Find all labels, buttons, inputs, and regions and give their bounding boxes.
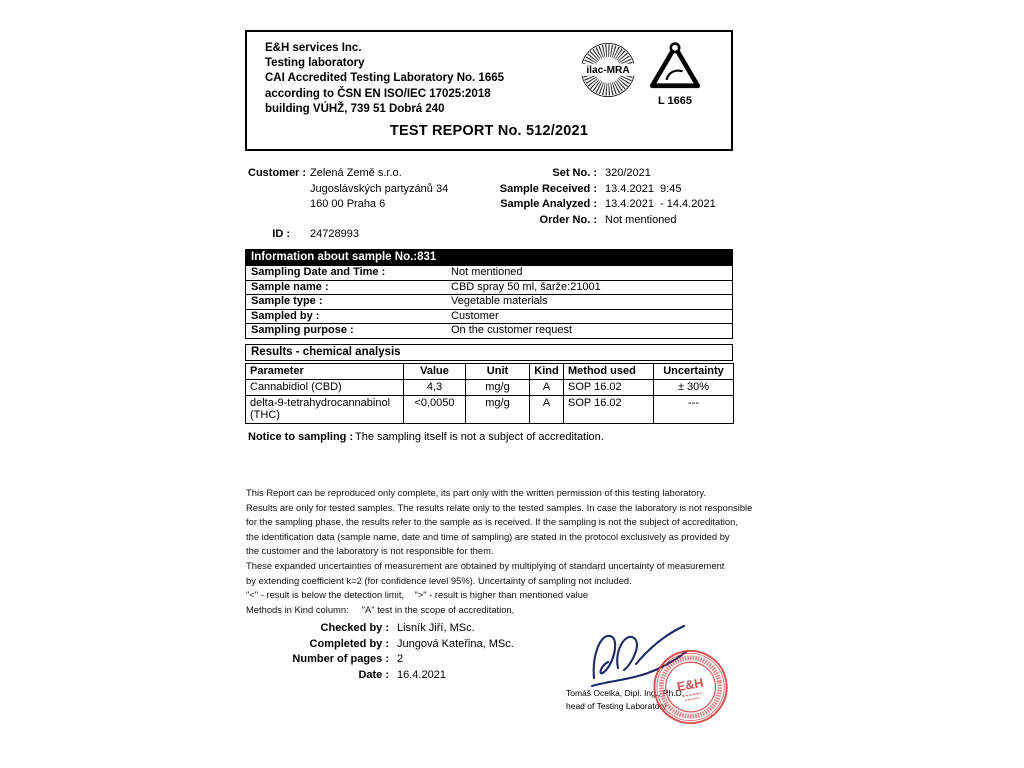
legal-line: These expanded uncertainties of measurement are obtained by multiplying of standard uncertainty of measurement — [246, 559, 725, 571]
cell-parameter: Cannabidiol (CBD) — [246, 380, 404, 396]
company-line: CAI Accredited Testing Laboratory No. 1665 — [265, 72, 505, 85]
meta-row — [455, 182, 716, 198]
meta-row — [455, 197, 716, 213]
customer-id-row — [248, 227, 448, 243]
customer-address-line: Jugoslávských partyzánů 34 — [310, 182, 449, 195]
field-label: Sample name : — [251, 280, 329, 293]
sample-info-row — [246, 309, 732, 324]
signoff-row — [253, 668, 514, 684]
field-value: Customer — [451, 309, 499, 322]
cai-accreditation-logo — [647, 41, 703, 107]
legal-line: for the sampling phase, the results refer to the sample as is received. If the sampling is not the subject of accreditation, — [246, 516, 738, 528]
legal-line: Methods in Kind column: "A" test in the scope of accreditation, — [246, 603, 515, 615]
cell-method: SOP 16.02 — [564, 396, 654, 424]
field-value: On the customer request — [451, 324, 573, 336]
field-label: Sample type : — [251, 295, 323, 307]
customer-id-value: 24728993 — [310, 227, 359, 240]
report-header — [245, 30, 733, 151]
field-value: Jungová Kateřina, MSc. — [397, 637, 514, 650]
field-value: 13.4.2021 9:45 — [605, 182, 682, 195]
logo-group — [579, 41, 715, 117]
notice-text: The sampling itself is not a subject of accreditation. — [355, 431, 604, 443]
results-header-row — [246, 364, 734, 380]
signoff-row — [253, 621, 514, 637]
cell-uncertainty: --- — [654, 396, 734, 424]
company-name: E&H services Inc. — [265, 42, 362, 54]
signoff-row — [253, 637, 514, 653]
cai-triangle-logo-icon — [648, 77, 702, 94]
company-line: Testing laboratory — [265, 57, 365, 70]
company-line: building VÚHŽ, 739 51 Dobrá 240 — [265, 102, 445, 115]
legal-line: "<" - result is below the detection limit, ">" - result is higher than mentioned value — [246, 589, 589, 601]
field-label: Sampling purpose : — [251, 324, 354, 336]
field-label: Sampling Date and Time : — [251, 266, 386, 278]
ilac-mra-label: ilac-MRA — [586, 64, 630, 76]
notice-label: Notice to sampling : — [248, 431, 354, 443]
column-header: Uncertainty — [654, 364, 734, 380]
company-line: according to ČSN EN ISO/IEC 17025:2018 — [265, 87, 491, 100]
field-label: Number of pages : — [292, 653, 389, 665]
spacer — [248, 197, 310, 213]
field-value: 320/2021 — [605, 167, 651, 179]
legal-line: by extending coefficient k=2 (for confidence level 95%). Uncertainty of sampling not included. — [246, 574, 632, 586]
ilac-mra-logo-icon — [579, 41, 637, 104]
field-value: Lisník Jiří, MSc. — [397, 622, 475, 634]
field-label: Completed by : — [309, 637, 389, 650]
field-value: 2 — [397, 653, 404, 665]
cell-method: SOP 16.02 — [564, 380, 654, 396]
cell-unit: mg/g — [466, 396, 530, 424]
column-header: Parameter — [246, 364, 404, 380]
field-value: Not mentioned — [605, 213, 677, 226]
eh-round-stamp-icon — [645, 642, 736, 737]
sample-info-row — [246, 265, 732, 280]
customer-id-label: ID : — [272, 227, 290, 240]
header-top — [265, 41, 715, 117]
field-label: Sample Analyzed : — [500, 198, 597, 210]
table-row — [246, 396, 734, 424]
field-value: 13.4.2021 - 14.4.2021 — [605, 198, 716, 210]
column-header: Value — [404, 364, 466, 380]
customer-label: Customer : — [248, 167, 307, 179]
field-label: Sampled by : — [251, 309, 320, 322]
field-label: Checked by : — [320, 622, 389, 634]
signoff-block — [253, 621, 514, 683]
cell-uncertainty: ± 30% — [654, 380, 734, 396]
field-label: Set No. : — [552, 167, 597, 179]
laboratory-info — [265, 41, 504, 117]
report-meta-block — [455, 166, 716, 228]
sample-info-row — [246, 294, 732, 309]
customer-address-line: 160 00 Praha 6 — [310, 198, 386, 210]
report-title: TEST REPORT No. 512/2021 — [389, 123, 589, 139]
meta-row — [455, 166, 716, 182]
cell-value: 4,3 — [404, 380, 466, 396]
signoff-row — [253, 652, 514, 668]
signatory-name: Tomáš Ocelka, Dipl. Ing., Ph.D. — [566, 688, 685, 698]
customer-row — [248, 197, 448, 213]
results-section — [245, 344, 733, 424]
cell-unit: mg/g — [466, 380, 530, 396]
table-row — [246, 380, 734, 396]
cell-kind: A — [530, 396, 564, 424]
field-value: CBD spray 50 ml, šarže:21001 — [451, 280, 601, 293]
legal-line: Results are only for tested samples. The results relate only to the tested samples. In case the laboratory is not responsible — [246, 501, 753, 513]
column-header: Unit — [466, 364, 530, 380]
field-value: Vegetable materials — [451, 295, 548, 307]
sample-info-title: Information about sample No.:831 — [246, 250, 732, 265]
spacer — [248, 182, 310, 198]
cell-value: <0,0050 — [404, 396, 466, 424]
customer-row — [248, 182, 448, 198]
sample-info-row — [246, 323, 732, 338]
field-value: Not mentioned — [451, 266, 523, 278]
sample-info-table — [245, 249, 733, 339]
column-header: Kind — [530, 364, 564, 380]
customer-block — [248, 166, 448, 242]
cell-parameter: delta-9-tetrahydrocannabinol (THC) — [246, 396, 404, 424]
signatory-title: head of Testing Laboratory — [566, 701, 667, 711]
customer-row — [248, 166, 448, 182]
results-table — [245, 363, 734, 424]
legal-disclaimer — [246, 486, 752, 617]
field-value: 16.4.2021 — [397, 668, 446, 681]
meta-row — [455, 213, 716, 229]
stamp-label: E&H — [675, 675, 705, 695]
customer-name: Zelená Země s.r.o. — [310, 167, 402, 179]
results-title: Results - chemical analysis — [245, 344, 733, 361]
cell-kind: A — [530, 380, 564, 396]
sample-info-row — [246, 280, 732, 295]
field-label: Sample Received : — [499, 182, 597, 195]
column-header: Method used — [564, 364, 654, 380]
sampling-notice — [248, 431, 604, 443]
legal-line: This Report can be reproduced only complete, its part only with the written permission of this testing laboratory. — [246, 487, 706, 498]
legal-line: the customer and the laboratory is not responsible for them. — [246, 545, 494, 557]
accreditation-number: L 1665 — [657, 95, 693, 107]
legal-line: the identification data (sample name, date and time of sampling) are stated in the protocol exclusively as provided by — [246, 530, 730, 542]
field-label: Order No. : — [539, 213, 597, 226]
field-label: Date : — [358, 668, 389, 681]
